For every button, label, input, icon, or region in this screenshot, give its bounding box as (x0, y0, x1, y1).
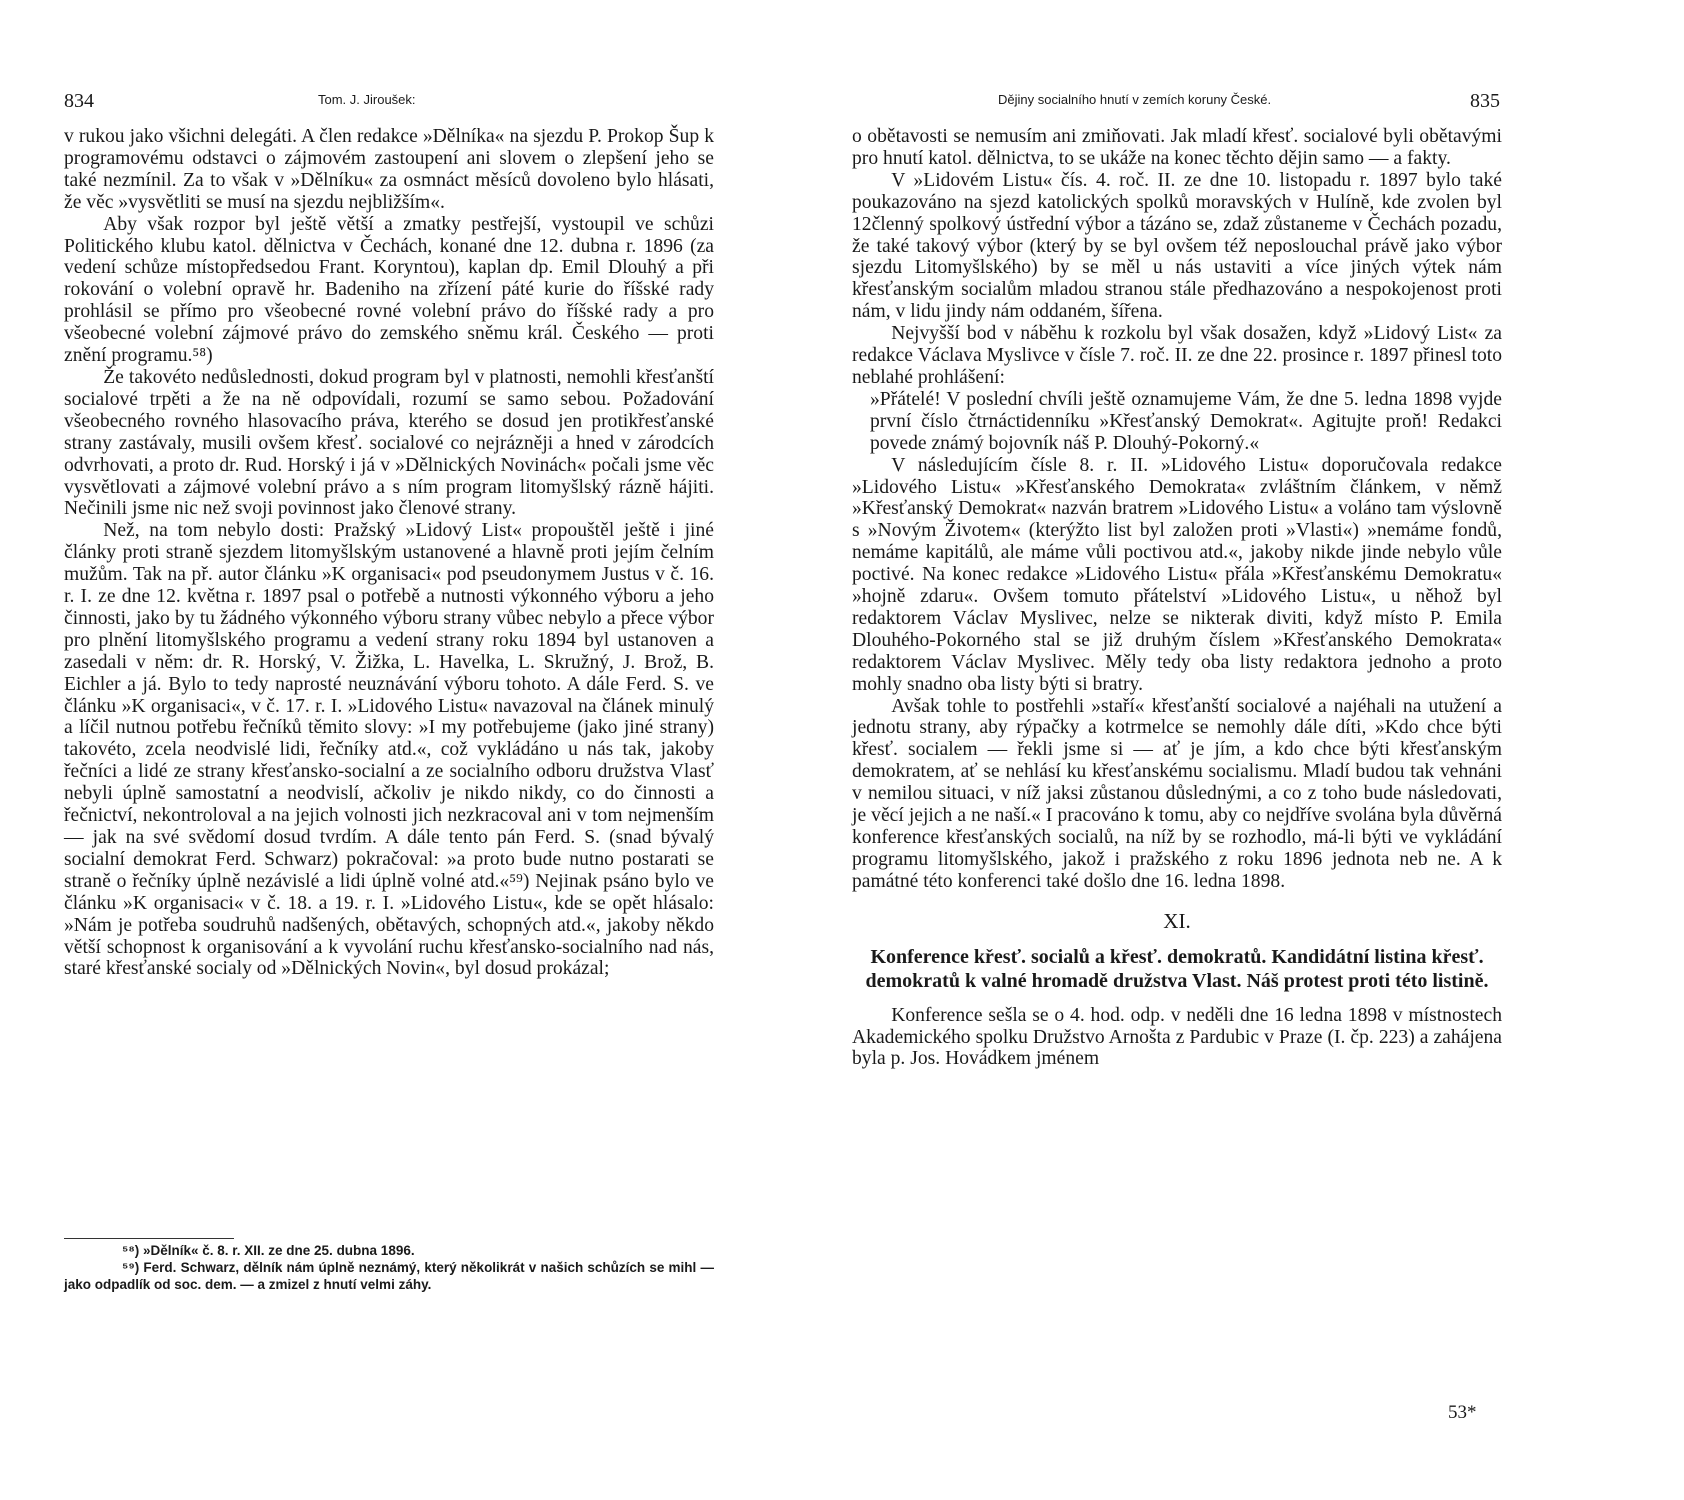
left-text-column (64, 126, 714, 980)
footnote: ⁵⁹) Ferd. Schwarz, dělník nám úplně neznámý, který několikrát v našich schůzích se mihl — jako odpadlík od soc. dem. — a zmizel z hnutí velmi záhy. (64, 1260, 714, 1292)
paragraph: Že takovéto nedůslednosti, dokud program byl v platnosti, nemohli křesťanští socialové trpěti a že na ně odpovídali, rozumí se samo sebou. Požadování všeobecného rovného hlasovacího práva, kterého se dosud jen protikřesťanské strany zastávaly, musili ovšem křesť. socialové co nejrázněji a hned v zárodcích odvrhovati, a proto dr. Rud. Horský i já v »Dělnických Novinách« počali jsme věc vysvětlovati a zájmové volební právo a s ním program litomyšlský rázně hájiti. Nečinili jsme nic než svoji povinnost jako členové strany. (64, 366, 714, 520)
chapter-number: XI. (1163, 908, 1191, 933)
quoted-announcement: »Přátelé! V poslední chvíli ještě oznamujeme Vám, že dne 5. ledna 1898 vyjde první číslo čtrnáctidenníku »Křesťanský Demokrat«. Agitujte proň! Redakci povede známý bojovník náš P. Dlouhý-Pokorný.« (870, 388, 1502, 454)
footnote: ⁵⁸) »Dělník« č. 8. r. XII. ze dne 25. dubna 1896. (122, 1243, 415, 1258)
signature-mark: 53* (1448, 1402, 1477, 1423)
paragraph: Aby však rozpor byl ještě větší a zmatky pestřejší, vystoupil ve schůzi Politického klubu katol. dělnictva v Čechách, konané dne 12. dubna r. 1896 (za vedení schůze místopředsedou Frant. Koryntou), kaplan dp. Emil Dlouhý a při rokování o volební opravě hr. Badeniho na zřízení páté kurie do říšské rady prohlásil se přímo pro všeobecné rovné volební právo do říšské rady a pro všeobecné volební zájmové právo do zemského sněmu král. Českého — proti znění programu.⁵⁸) (64, 213, 714, 367)
footnote-rule (64, 1238, 234, 1239)
paragraph: v rukou jako všichni delegáti. A člen redakce »Dělníka« na sjezdu P. Prokop Šup k programovému odstavci o zájmovém zastoupení ani slovem o zlepšení jeho se také nezmínil. Za to však v »Dělníku« za osmnáct měsíců dovoleno bylo hlásati, že věc »vysvětliti se musí na sjezdu nejbližším«. (64, 126, 714, 213)
right-page (842, 0, 1684, 1500)
page-number: 834 (64, 90, 94, 112)
right-text-column (852, 126, 1502, 1070)
running-head: Tom. J. Jiroušek: (318, 92, 416, 107)
paragraph: V »Lidovém Listu« čís. 4. roč. II. ze dne 10. listopadu r. 1897 bylo také poukazováno na sjezd katolických spolků moravských v Hulíně, kde zvolen byl 12členný spolkový ústřední výbor a tázáno se, zdaž zůstaneme v Čechách pozadu, že také takový výbor (který by se byl ovšem též neposlouchal právě jako výbor sjezdu Litomyšlského) by se měl u nás ustaviti a více jiných výtek nám křesťanským socialům mladou stranou stále předhazováno a nespokojenost proti nám, v lidu jindy nám oddaném, šířena. (852, 169, 1502, 323)
footnotes (64, 1242, 714, 1293)
running-head: Dějiny socialního hnutí v zemích koruny České. (998, 92, 1272, 107)
paragraph: Nejvyšší bod v náběhu k rozkolu byl však dosažen, když »Lidový List« za redakce Václava Myslivce v čísle 7. roč. II. ze dne 22. prosince r. 1897 přinesl toto neblahé prohlášení: (852, 323, 1502, 388)
paragraph: Než, na tom nebylo dosti: Pražský »Lidový List« propouštěl ještě i jiné články proti straně sjezdem litomyšlským ustanovené a hlavně proti jejím čelním mužům. Tak na př. autor článku »K organisaci« pod pseudonymem Justus v č. 16. r. I. ze dne 12. května r. 1897 psal o potřebě a nutnosti výkonného výboru a jeho činnosti, jako by tu žádného výkonného výboru strany vůbec nebylo a přece výbor pro plnění litomyšlského programu a vedení strany roku 1894 byl ustanoven a zasedali v něm: dr. R. Horský, V. Žižka, L. Havelka, L. Skružný, J. Brož, B. Eichler a já. Bylo to tedy naprosté neuznávání výboru tohoto. A dále Ferd. S. ve článku »K organisaci«, v č. 17. r. I. »Lidového Listu« navazoval na článek minulý a líčil nutnou potřebu řečníků těmito slovy: »I my potřebujeme (jako jiné strany) takovéto, zcela neodvislé lidi, řečníky atd.«, což vykládáno u nás tak, jakoby řečníci a lidé ze strany křesťansko-socialní a ze socialního odboru družstva Vlasť nebyli úplně samostatní a neodvislí, ačkoliv je nikdo nikdy, co do činnosti a řečnictví, nekontroloval a na jejich volnosti jich nezkracoval ani v tom nejmenším — jak na své svědomí dosud tvrdím. A dále tento pán Ferd. S. (snad bývalý socialní demokrat Ferd. Schwarz) pokračoval: »a proto bude nutno postarati se straně o řečníky úplně nezávislé a lidi úplně volné atd.«⁵⁹) Nejinak psáno bylo ve článku »K organisaci« v č. 18. a 19. r. I. »Lidového Listu«, kde se opět hlásalo: »Nám je potřeba soudruhů nadšených, obětavých, schopných atd.«, jakoby někdo větší schopnost k organisování a k vyvolání ruchu křesťansko-socialního nad nás, staré křesťanské socialy od »Dělnických Novin«, byl dosud prokázal; (64, 520, 714, 980)
page-number: 835 (1470, 90, 1500, 112)
paragraph: V následujícím čísle 8. r. II. »Lidového Listu« doporučovala redakce »Lidového Listu« »Křesťanského Demokrata« zvláštním článkem, v němž »Křesťanský Demokrat« nazván bratrem »Lidového Listu« a voláno tam výslovně s »Novým Životem« (kterýžto list byl založen proti »Vlasti«) »nemáme fondů, nemáme kapitálů, ale máme vůli poctivou atd.«, jakoby nikde jinde nebylo vůle poctivé. Na konec redakce »Lidového Listu« přála »Křesťanskému Demokratu« »hojně zdaru«. Ovšem tomuto přátelství »Lidového Listu«, u něhož byl redaktorem Václav Myslivec, nelze se nikterak diviti, když místo P. Emila Dlouhého-Pokorného stal se již druhým číslem »Křesťanského Demokrata« redaktorem Václav Myslivec. Měly tedy oba listy redaktora jednoho a proto mohly snadno oba listy býti si bratry. (852, 454, 1502, 695)
paragraph: Avšak tohle to postřehli »staří« křesťanští socialové a najéhali na utužení a jednotu strany, aby rýpačky a kotrmelce se nemohly dále díti, »Kdo chce býti křesť. socialem — řekli jsme si — ať je jím, a kdo chce býti křesťanským demokratem, ať se nehlásí ku křesťanskému socialismu. Mladí budou tak vehnáni v nemilou situaci, v níž jaksi zůstanou důslednými, a co z toho bude následovati, je věcí jejich a ne naší.« I pracováno k tomu, aby co nejdříve svolána byla důvěrná konference křesťanských socialů, na níž by se rozhodlo, má-li býti ve vykládání programu litomyšlského, jakož i pražského z roku 1896 jednota neb ne. A k památné této konferenci také došlo dne 16. ledna 1898. (852, 695, 1502, 892)
paragraph: o obětavosti se nemusím ani zmiňovati. Jak mladí křesť. socialové byli obětavými pro hnutí katol. dělnictva, to se ukáže na konec těchto dějin samo — a fakty. (852, 126, 1502, 169)
paragraph: Konference sešla se o 4. hod. odp. v neděli dne 16 ledna 1898 v místnostech Akademického spolku Družstvo Arnošta z Pardubic v Praze (I. čp. 223) a zahájena byla p. Jos. Hovádkem jménem (852, 1004, 1502, 1070)
chapter-title: Konference křesť. socialů a křesť. demokratů. Kandidátní listina křesť. demokratů k valné hromadě družstva Vlast. Náš protest proti této listině. (865, 945, 1489, 992)
